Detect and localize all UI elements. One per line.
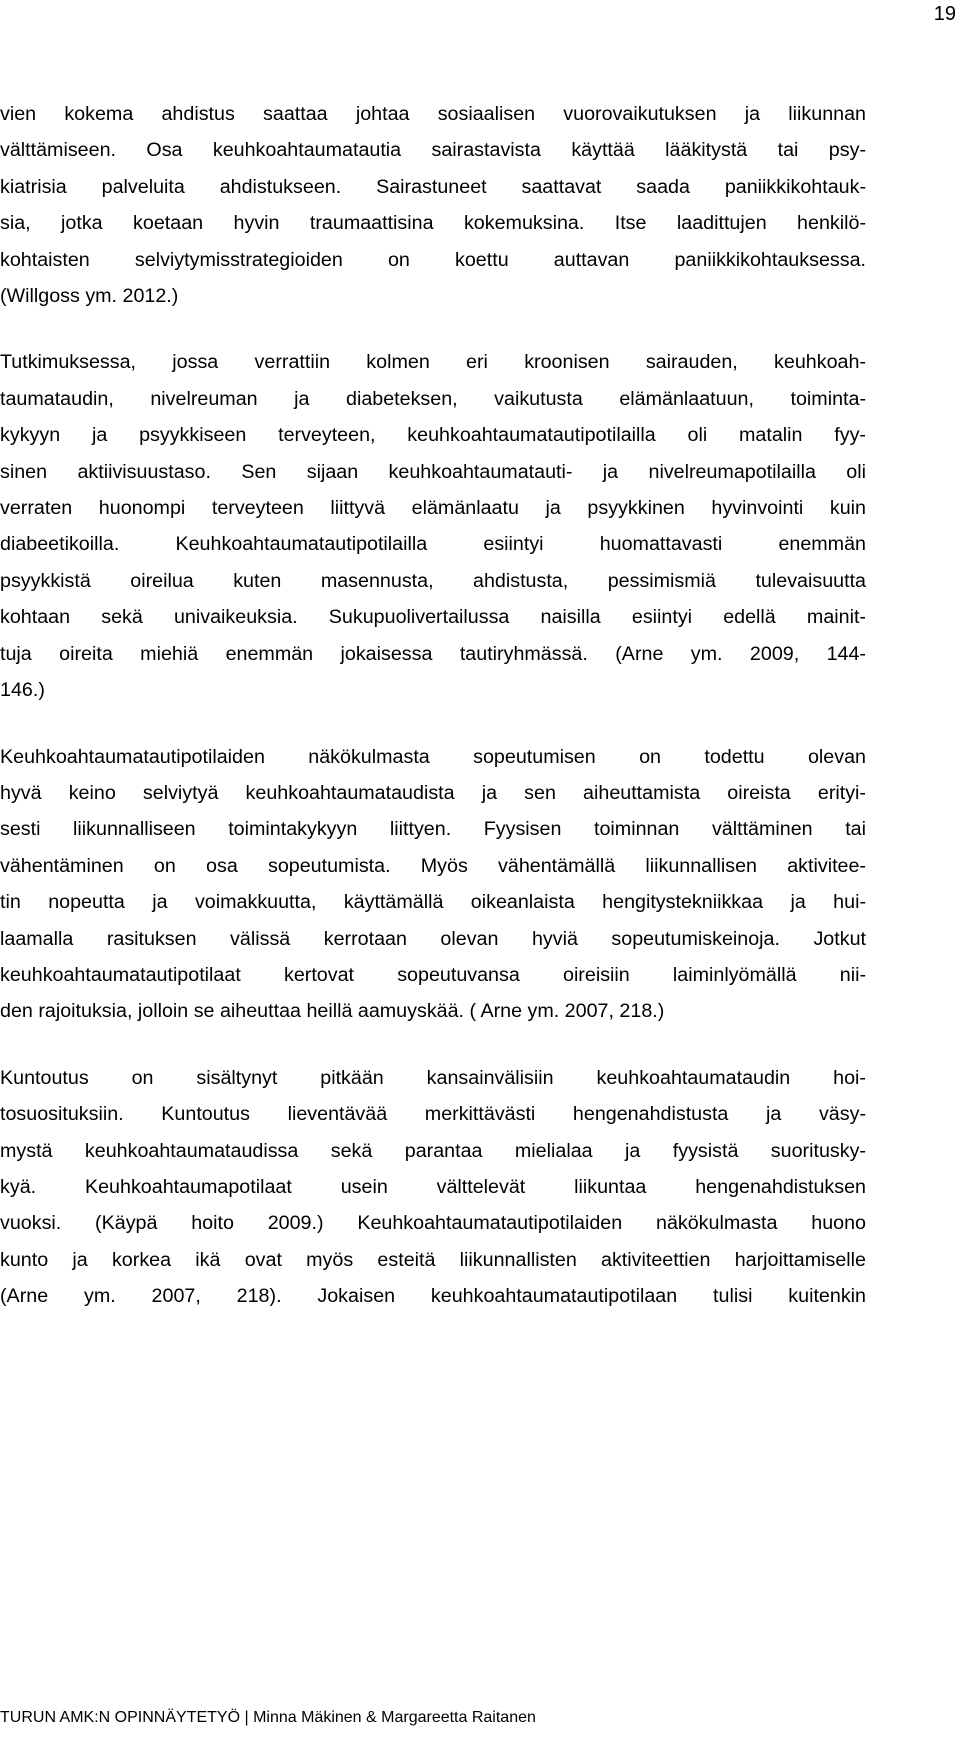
- text-line: sinen aktiivisuustaso. Sen sijaan keuhkoahtaumatauti- ja nivelreumapotilailla oli: [0, 460, 866, 483]
- text-line: psyykkistä oireilua kuten masennusta, ahdistusta, pessimismiä tulevaisuutta: [0, 569, 866, 592]
- body-text: [0, 96, 866, 1345]
- text-line: tuja oireita miehiä enemmän jokaisessa tautiryhmässä. (Arne ym. 2009, 144-: [0, 642, 866, 665]
- text-line: sesti liikunnalliseen toimintakykyyn liittyen. Fyysisen toiminnan välttäminen tai: [0, 818, 866, 841]
- text-line: kunto ja korkea ikä ovat myös esteitä liikunnallisten aktiviteettien harjoittamiselle: [0, 1248, 866, 1271]
- paragraph: [0, 96, 866, 314]
- text-line: kyä. Keuhkoahtaumapotilaat usein välttelevät liikuntaa hengenahdistuksen: [0, 1175, 866, 1198]
- text-line: kiatrisia palveluita ahdistukseen. Sairastuneet saattavat saada paniikkikohtauk-: [0, 175, 866, 198]
- text-line: verraten huonompi terveyteen liittyvä elämänlaatu ja psyykkinen hyvinvointi kuin: [0, 497, 866, 520]
- text-line: den rajoituksia, jolloin se aiheuttaa heillä aamuyskää. ( Arne ym. 2007, 218.): [0, 1000, 665, 1023]
- text-line: taumataudin, nivelreuman ja diabeteksen, vaikutusta elämänlaatuun, toiminta-: [0, 387, 866, 410]
- text-line: kohtaan sekä univaikeuksia. Sukupuolivertailussa naisilla esiintyi edellä mainit-: [0, 606, 866, 629]
- text-line: hyvä keino selviytyä keuhkoahtaumataudista ja sen aiheuttamista oireista erityi-: [0, 781, 866, 804]
- text-line: mystä keuhkoahtaumataudissa sekä parantaa mielialaa ja fyysistä suoritusky-: [0, 1139, 866, 1162]
- text-line: vien kokema ahdistus saattaa johtaa sosiaalisen vuorovaikutuksen ja liikunnan: [0, 103, 866, 125]
- text-line: Keuhkoahtaumatautipotilaiden näkökulmasta sopeutumisen on todettu olevan: [0, 745, 866, 768]
- page-footer: TURUN AMK:N OPINNÄYTETYÖ | Minna Mäkinen & Margareetta Raitanen: [0, 1709, 536, 1726]
- text-line: tosuosituksiin. Kuntoutus lieventävää merkittävästi hengenahdistusta ja väsy-: [0, 1103, 866, 1126]
- text-line: Tutkimuksessa, jossa verrattiin kolmen eri kroonisen sairauden, keuhkoah-: [0, 351, 866, 374]
- text-line: vähentäminen on osa sopeutumista. Myös vähentämällä liikunnallisen aktivitee-: [0, 854, 866, 877]
- text-line: tin nopeutta ja voimakkuutta, käyttämällä oikeanlaista hengitystekniikkaa ja hui-: [0, 891, 866, 914]
- text-line: diabeetikoilla. Keuhkoahtaumatautipotilailla esiintyi huomattavasti enemmän: [0, 533, 866, 556]
- text-line: kykyyn ja psyykkiseen terveyteen, keuhkoahtaumatautipotilailla oli matalin fyy-: [0, 424, 866, 447]
- paragraph: [0, 739, 866, 1030]
- page-number: 19: [933, 3, 956, 25]
- text-line: sia, jotka koetaan hyvin traumaattisina kokemuksina. Itse laadittujen henkilö-: [0, 212, 866, 235]
- text-line: (Arne ym. 2007, 218). Jokaisen keuhkoahtaumatautipotilaan tulisi kuitenkin: [0, 1285, 866, 1308]
- text-line: (Willgoss ym. 2012.): [0, 285, 179, 308]
- text-line: kohtaisten selviytymisstrategioiden on koettu auttavan paniikkikohtauksessa.: [0, 248, 866, 271]
- text-line: keuhkoahtaumatautipotilaat kertovat sopeutuvansa oireisiin laiminlyömällä nii-: [0, 963, 866, 986]
- text-line: Kuntoutus on sisältynyt pitkään kansainvälisiin keuhkoahtaumataudin hoi-: [0, 1066, 866, 1089]
- paragraph: [0, 1060, 866, 1315]
- text-line: laamalla rasituksen välissä kerrotaan olevan hyviä sopeutumiskeinoja. Jotkut: [0, 927, 866, 950]
- text-line: 146.): [0, 679, 45, 702]
- text-line: välttämiseen. Osa keuhkoahtaumatautia sairastavista käyttää lääkitystä tai psy-: [0, 139, 866, 162]
- paragraph: [0, 344, 866, 708]
- text-line: vuoksi. (Käypä hoito 2009.) Keuhkoahtaumatautipotilaiden näkökulmasta huono: [0, 1212, 866, 1235]
